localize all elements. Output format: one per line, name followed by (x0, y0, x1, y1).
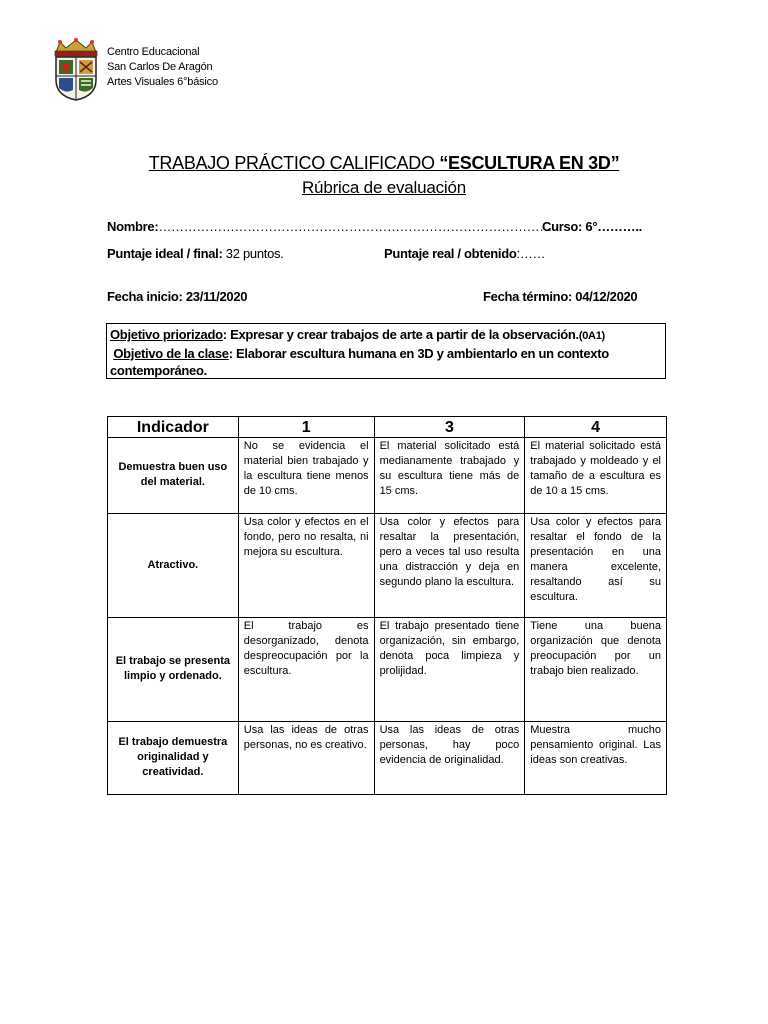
curso-row (542, 219, 642, 234)
indicator-cell: Atractivo. (108, 514, 239, 618)
level-1-cell: No se evidencia el material bien trabajado y la escultura tiene menos de 10 cms. (238, 438, 374, 514)
objetivo-priorizado-code: (0A1) (578, 330, 605, 342)
fecha-termino-text: Fecha término: 04/12/2020 (483, 289, 638, 304)
indicator-cell: Demuestra buen uso del material. (108, 438, 239, 514)
school-place: San Carlos De Aragón (107, 61, 213, 73)
level-4-cell: El material solicitado está trabajado y moldeado y el tamaño de a escultura es de 10 a 15 cms. (525, 438, 667, 514)
page-subtitle: Rúbrica de evaluación (301, 178, 466, 197)
puntaje-ideal-row (107, 246, 284, 261)
level-3-cell: Usa color y efectos para resaltar la presentación, pero a veces tal uso resulta una distracción y deja en segundo plano la escultura. (374, 514, 525, 618)
puntaje-real-label: Puntaje real / obtenido (384, 246, 517, 261)
table-row (108, 514, 667, 618)
objetivo-priorizado (110, 326, 662, 345)
nombre-field[interactable]: ………………………………………………………………………………… (158, 219, 553, 234)
objetivo-priorizado-label: Objetivo priorizado (110, 327, 223, 342)
level-4-cell: Tiene una buena organización que denota preocupación por un trabajo bien realizado. (525, 618, 667, 722)
indicator-cell: El trabajo demuestra originalidad y creatividad. (108, 722, 239, 795)
title-prefix: TRABAJO PRÁCTICO CALIFICADO (148, 153, 440, 173)
table-row (108, 618, 667, 722)
puntaje-real-field[interactable]: :…… (516, 246, 546, 261)
table-row (108, 722, 667, 795)
header-level-3: 3 (374, 417, 525, 438)
nombre-row (107, 219, 552, 234)
fecha-inicio-text: Fecha inicio: 23/11/2020 (107, 289, 248, 304)
puntaje-ideal-label: Puntaje ideal / final: (107, 246, 223, 261)
objetivo-clase (110, 345, 662, 379)
objetivo-clase-text: : Elaborar escultura humana en 3D y ambientarlo en un contexto contemporáneo. (110, 346, 609, 378)
objectives-box (106, 323, 666, 379)
fecha-inicio (107, 289, 247, 304)
title-highlight: “ESCULTURA EN 3D” (439, 153, 620, 173)
table-row (108, 438, 667, 514)
objetivo-clase-label: Objetivo de la clase (113, 346, 229, 361)
level-1-cell: Usa color y efectos en el fondo, pero no resalta, ni mejora su escultura. (238, 514, 374, 618)
level-4-cell: Usa color y efectos para resaltar el fondo de la presentación en una manera excelente, resaltando así su escultura. (525, 514, 667, 618)
puntaje-real-row (384, 246, 545, 261)
level-4-cell: Muestra mucho pensamiento original. Las ideas son creativas. (525, 722, 667, 795)
school-crest-logo (50, 38, 102, 102)
level-3-cell: Usa las ideas de otras personas, hay poco evidencia de originalidad. (374, 722, 525, 795)
header-indicador: Indicador (108, 417, 239, 438)
page-title (0, 153, 768, 174)
level-1-cell: El trabajo es desorganizado, denota despreocupación por la escultura. (238, 618, 374, 722)
rubric-table (107, 416, 667, 795)
school-name: Centro Educacional (107, 46, 200, 58)
header-level-4: 4 (525, 417, 667, 438)
course-subject: Artes Visuales 6°básico (107, 76, 218, 88)
school-info (107, 45, 218, 90)
level-3-cell: El material solicitado está medianamente trabajado y su escultura tiene más de 15 cms. (374, 438, 525, 514)
level-1-cell: Usa las ideas de otras personas, no es creativo. (238, 722, 374, 795)
header-level-1: 1 (238, 417, 374, 438)
curso-field[interactable]: Curso: 6°……….. (542, 219, 642, 234)
fecha-termino (483, 289, 637, 304)
objetivo-priorizado-text: : Expresar y crear trabajos de arte a partir de la observación. (222, 327, 579, 342)
rubric-header-row (108, 417, 667, 438)
puntaje-ideal-value: 32 puntos. (222, 246, 284, 261)
nombre-label: Nombre: (107, 219, 159, 234)
indicator-cell: El trabajo se presenta limpio y ordenado. (108, 618, 239, 722)
level-3-cell: El trabajo presentado tiene organización, sin embargo, denota poca limpieza y prolijidad. (374, 618, 525, 722)
